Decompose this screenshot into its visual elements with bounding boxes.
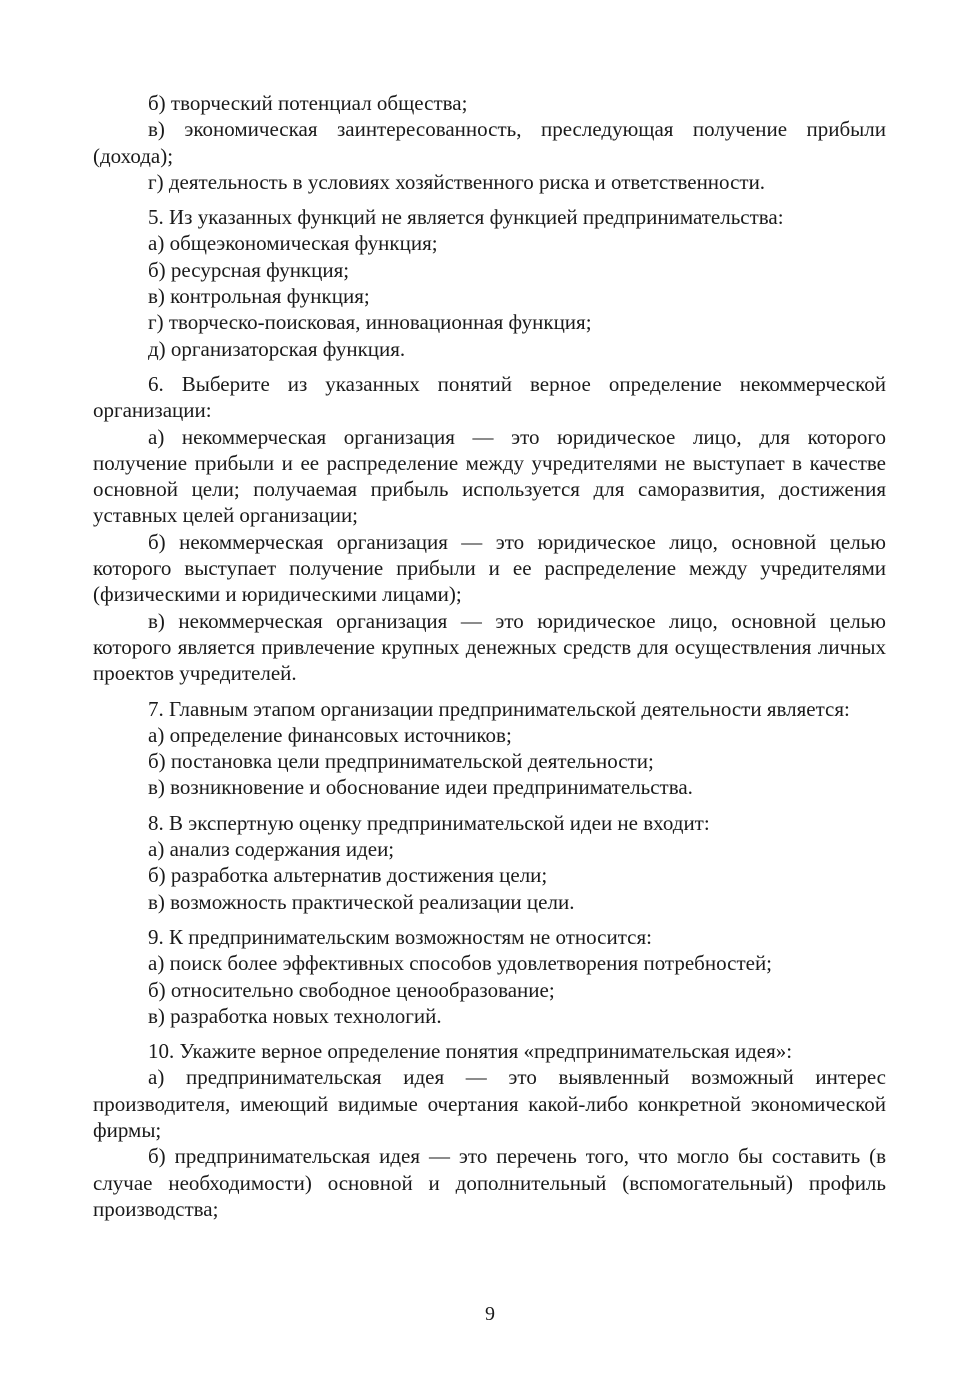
option-q5-d: г) творческо-поисковая, инновационная функция; bbox=[148, 310, 592, 335]
option-q9-c: в) разработка новых технологий. bbox=[148, 1003, 442, 1028]
question-7: 7. Главным этапом организации предпринимательской деятельности является: bbox=[148, 696, 850, 721]
option-q5-c: в) контрольная функция; bbox=[148, 284, 370, 309]
option-q5-a: а) общеэкономическая функция; bbox=[148, 231, 438, 256]
question-8: 8. В экспертную оценку предпринимательской идеи не входит: bbox=[148, 810, 710, 835]
page-number: 9 bbox=[485, 1303, 495, 1325]
option-q7-a: а) определение финансовых источников; bbox=[148, 722, 512, 747]
option-q4-d: г) деятельность в условиях хозяйственного риска и ответственности. bbox=[148, 169, 766, 194]
option-q5-b: б) ресурсная функция; bbox=[148, 257, 350, 282]
option-q6-c: в) некоммерческая организация — это юридическое лицо, основной целью которого является привлечение крупных денежных средств для осуществления личных проектов учредителей. bbox=[93, 608, 886, 686]
option-q10-a: а) предпринимательская идея — это выявленный возможный интерес производителя, имеющий видимые очертания какой-либо конкретной экономической фирмы; bbox=[93, 1065, 886, 1142]
option-q8-c: в) возможность практической реализации цели. bbox=[148, 889, 575, 914]
option-q4-b: б) творческий потенциал общества; bbox=[148, 91, 468, 115]
option-q7-b: б) постановка цели предпринимательской деятельности; bbox=[148, 749, 654, 774]
page-body bbox=[93, 90, 886, 1222]
option-q9-a: а) поиск более эффективных способов удовлетворения потребностей; bbox=[148, 951, 773, 976]
option-q7-c: в) возникновение и обоснование идеи предпринимательства. bbox=[148, 775, 693, 800]
option-q5-e: д) организаторская функция. bbox=[148, 336, 406, 361]
option-q6-b: б) некоммерческая организация — это юридическое лицо, основной целью которого выступает получение прибыли и ее распределение между учредителями (физическими и юридическими лицами); bbox=[93, 529, 886, 607]
option-q4-c: в) экономическая заинтересованность, преследующая получение прибыли (дохода); bbox=[93, 117, 886, 168]
question-6: 6. Выберите из указанных понятий верное определение некоммерческой организации: bbox=[93, 371, 886, 423]
question-9: 9. К предпринимательским возможностям не относится: bbox=[148, 924, 652, 949]
question-10: 10. Укажите верное определение понятия «предпринимательская идея»: bbox=[148, 1039, 793, 1064]
option-q6-a: а) некоммерческая организация — это юридическое лицо, для которого получение прибыли и ее распределение между учредителями не выступает в качестве основной цели; получаемая прибыль используется для саморазвития, достижения уставных целей организации; bbox=[93, 424, 886, 528]
option-q8-b: б) разработка альтернатив достижения цели; bbox=[148, 863, 548, 888]
option-q9-b: б) относительно свободное ценообразование; bbox=[148, 977, 555, 1002]
option-q10-b: б) предпринимательская идея — это перечень того, что могло бы составить (в случае необходимости) основной и дополнительный (вспомогательный) профиль производства; bbox=[93, 1144, 886, 1221]
question-5: 5. Из указанных функций не является функцией предпринимательства: bbox=[148, 205, 784, 230]
option-q8-a: а) анализ содержания идеи; bbox=[148, 837, 395, 862]
